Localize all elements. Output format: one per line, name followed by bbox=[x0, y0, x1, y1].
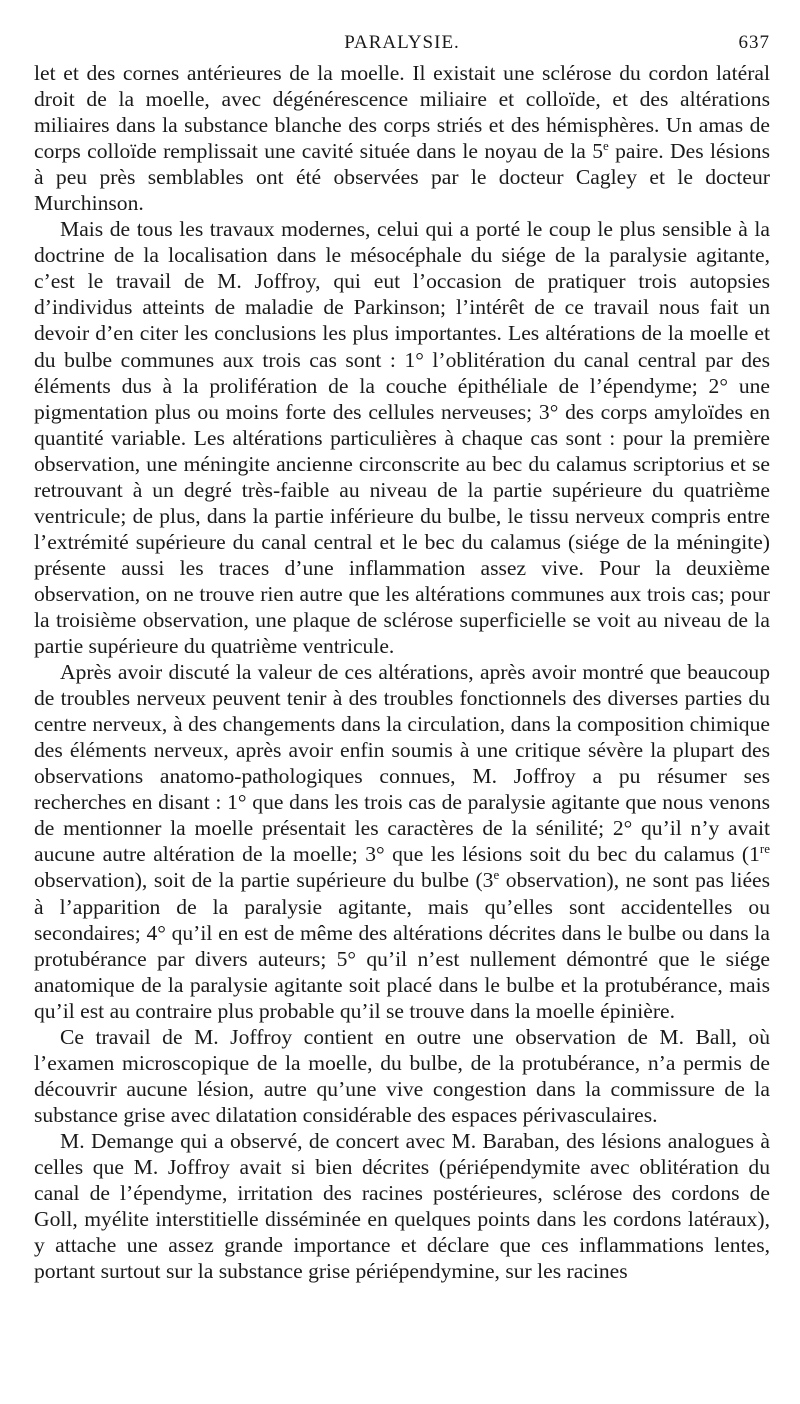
paragraph bbox=[34, 1128, 770, 1284]
superscript: e bbox=[603, 137, 609, 153]
running-title: PARALYSIE. bbox=[344, 32, 460, 53]
text-run: observation), soit de la partie supérieure du bulbe (3 bbox=[34, 868, 494, 893]
text-run: Mais de tous les travaux modernes, celui qui a porté le coup le plus sensible à la doctrine de la localisation dans le mésocéphale du siége de la paralysie agitante, c’est le travail de M. Joffroy, qui eut l’occasion de pratiquer trois autopsies d’individus atteints de maladie de Parkinson; l’intérêt de ce travail nous fait un devoir d’en citer les conclusions les plus importantes. Les altérations de la moelle et du bulbe communes aux trois cas sont : 1° l’oblitération du canal central par des éléments dus à la prolifération de la couche épithéliale de l’épendyme; 2° une pigmentation plus ou moins forte des cellules nerveuses; 3° des corps amyloïdes en quantité variable. Les altérations particulières à chaque cas sont : pour la première observation, une méningite ancienne circonscrite au bec du calamus scriptorius et se retrouvant à un degré très-faible au niveau de la partie supérieure du quatrième ventricule; de plus, dans la partie inférieure du bulbe, le tissu nerveux compris entre l’extrémité supérieure du canal central et le bec du calamus (siége de la méningite) présente aussi les traces d’une inflammation assez vive. Pour la deuxième observation, on ne trouve rien autre que les altérations communes aux trois cas; pour la troisième observation, une plaque de sclérose superficielle se voit au niveau de la partie supérieure du quatrième ventricule. bbox=[34, 217, 770, 659]
superscript: e bbox=[493, 867, 500, 883]
text-run: paire. Des lésions à peu près semblables ont été observées par le docteur Cagley et le docteur Murchinson. bbox=[34, 139, 770, 216]
paragraph bbox=[34, 1024, 770, 1128]
paragraph bbox=[34, 216, 770, 659]
paragraph bbox=[34, 60, 770, 216]
page-number: 637 bbox=[738, 32, 770, 53]
superscript: re bbox=[759, 841, 770, 857]
text-run: Après avoir discuté la valeur de ces altérations, après avoir montré que beaucoup de troubles nerveux peuvent tenir à des troubles fonctionnels des diverses parties du centre nerveux, à des changements dans la circulation, dans la composition chimique des éléments nerveux, après avoir enfin soumis à une critique sévère la plupart des observations anatomo-pathologiques connues, M. Joffroy a pu résumer ses recherches en disant : 1° que dans les trois cas de paralysie agitante que nous venons de mentionner la moelle présentait les caractères de la sénilité; 2° qu’il n’y avait aucune autre altération de la moelle; 3° que les lésions soit du bec du calamus (1 bbox=[34, 660, 770, 867]
text-run: M. Demange qui a observé, de concert avec M. Baraban, des lésions analogues à celles que M. Joffroy avait si bien décrites (périépendymite avec oblitération du canal de l’épendyme, irritation des racines postérieures, sclérose des cordons de Goll, myélite interstitielle disséminée en quelques points dans les cordons latéraux), y attache une assez grande importance et déclare que ces inflammations lentes, portant surtout sur la substance grise périépendymine, sur les racines bbox=[34, 1128, 770, 1284]
paragraph bbox=[34, 659, 770, 1024]
body-text bbox=[34, 60, 770, 1284]
running-head bbox=[34, 26, 770, 60]
text-run: Ce travail de M. Joffroy contient en outre une observation de M. Ball, où l’examen microscopique de la moelle, du bulbe, de la protubérance, n’a permis de découvrir aucune lésion, autre qu’une vive congestion dans la commissure de la substance grise avec dilatation considérable des espaces périvasculaires. bbox=[34, 1024, 770, 1127]
text-run: let et des cornes antérieures de la moelle. Il existait une sclérose du cordon latéral droit de la moelle, avec dégénérescence miliaire et colloïde, et des altérations miliaires dans la substance blanche des corps striés et des hémisphères. Un amas de corps colloïde remplissait une cavité située dans le noyau de la 5 bbox=[34, 61, 770, 164]
text-run: observation), ne sont pas liées à l’apparition de la paralysie agitante, mais qu’elles sont accidentelles ou secondaires; 4° qu’il en est de même des altérations décrites dans le bulbe ou dans la protubérance par divers auteurs; 5° qu’il n’est nullement démontré que le siége anatomique de la paralysie agitante soit placé dans le bulbe et la protubérance, mais qu’il est au contraire plus probable qu’il se trouve dans la moelle épinière. bbox=[34, 868, 771, 1023]
